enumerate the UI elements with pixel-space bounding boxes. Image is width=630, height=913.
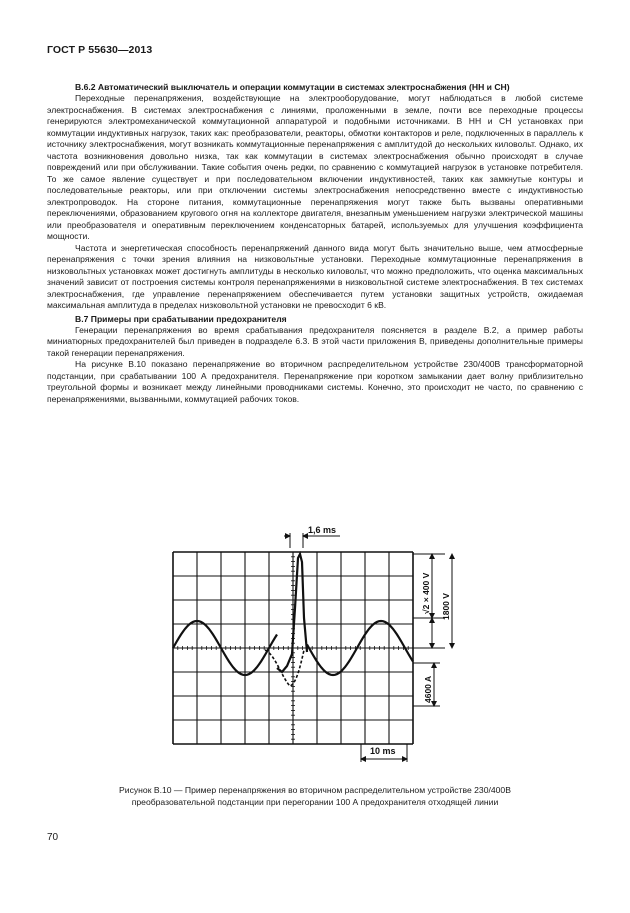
current-dimension (413, 663, 440, 706)
voltage-dimensions (413, 554, 452, 648)
oscillogram (0, 518, 630, 768)
page-number: 70 (47, 832, 59, 843)
paragraph-b7-1: Генерации перенапряжения во время срабатывания предохранителя поясняется в разделе В.2, а пример работы миниатюрных предохранителей был приведен в подразделе 6.3. В этой части приложения В, приведены дополнительные примеры такой генерации перенапряжения. (47, 324, 583, 358)
label-top-time: 1,6 ms (308, 525, 337, 535)
paragraph-b62-2: Частота и энергетическая способность перенапряжений данного вида могут быть значительно выше, чем атмосферные перенапряжения с точки зрения влияния на низковольтные установки. Переходные коммутационные перенапряжения в низковольтных установках может достигнуть амплитуды в несколько киловольт, что можно предположить, что оценка максимальных значений зависит от построения системы контроля перенапряжениями в низковольтной системе электроснабжения. В тех системах электроснабжения, где управление перенапряжением обеспечивается путем установки защитных устройств, ожидаемая максимальная амплитуда в пределах низковольтной установки не превосходит 6 кВ. (47, 242, 583, 310)
paragraph-b7-2: На рисунке В.10 показано перенапряжение во вторичном распределительном устройстве 230/400В трансформаторной подстанции, при срабатывании 100 А предохранителя. Перенапряжение при коротком замыкании дает волну приблизительно треугольной формы и возникает между линейными проводниками системы. Конечно, это происходит не часто, по сравнению с перенапряжениями, вызванными, коммутацией рабочих токов. (47, 359, 583, 404)
time-marker-top (284, 525, 340, 548)
figure-b10 (0, 518, 630, 768)
section-heading-b62: В.6.2 Автоматический выключатель и операции коммутации в системах электроснабжения (НН и СН) (75, 82, 510, 92)
page-header-standard: ГОСТ Р 55630—2013 (47, 44, 153, 56)
document-body (47, 81, 583, 405)
figure-caption: Рисунок В.10 — Пример перенапряжения во вторичном распределительном устройстве 230/400В преобразовательной подстанции при перегорании 100 А предохранителя отходящей линии (119, 785, 511, 807)
label-bottom-time: 10 ms (370, 746, 396, 756)
time-marker-bottom (361, 744, 407, 762)
label-current: 4600 A (423, 675, 433, 703)
section-heading-b7: В.7 Примеры при срабатывании предохранителя (75, 313, 287, 324)
voltage-spike (277, 554, 307, 672)
label-peak-voltage: 1800 V (441, 593, 451, 620)
paragraph-b62-1: Переходные перенапряжения, воздействующие на электрооборудование, могут наблюдаться в любой системе электроснабжения. В системах электроснабжения с линиями, проложенными в земле, почти все переходные процессы генерируются электромеханической коммутационной аппаратурой и подобными источниками. В НН и СН установках при коммутации индуктивных нагрузок, таких как: преобразователи, реакторы, обмотки контакторов и реле, подключенных в параллель к источнику электроснабжения, могут возникать коммутационные перенапряжения с амплитудой до нескольких киловольт. Однако, их частота возникновения довольно низка, так как коммутации в системах электроснабжения обычно происходят в случае повреждений или при обслуживании. Такие события очень редки, по сравнению с коммутацией нагрузок в установке потребителя. То же самое явление существует и при последовательном включении индуктивностей, таких как замкнутые контуры и последовательные реакторы, или при отключении системы электроснабжения непосредственно вместе с индуктивностью электропроводок. На стороне питания, коммутационные перенапряжения могут также быть вызваны оперативными переключениями, образованием кругового огня на коллекторе двигателя, внезапным уменьшением нагрузки электрической машины или преобразователя и оперативным переключением конденсаторных батарей, используемых для улучшения коэффициента мощности. (47, 93, 583, 241)
label-sqrt-voltage: √2 × 400 V (421, 572, 431, 614)
